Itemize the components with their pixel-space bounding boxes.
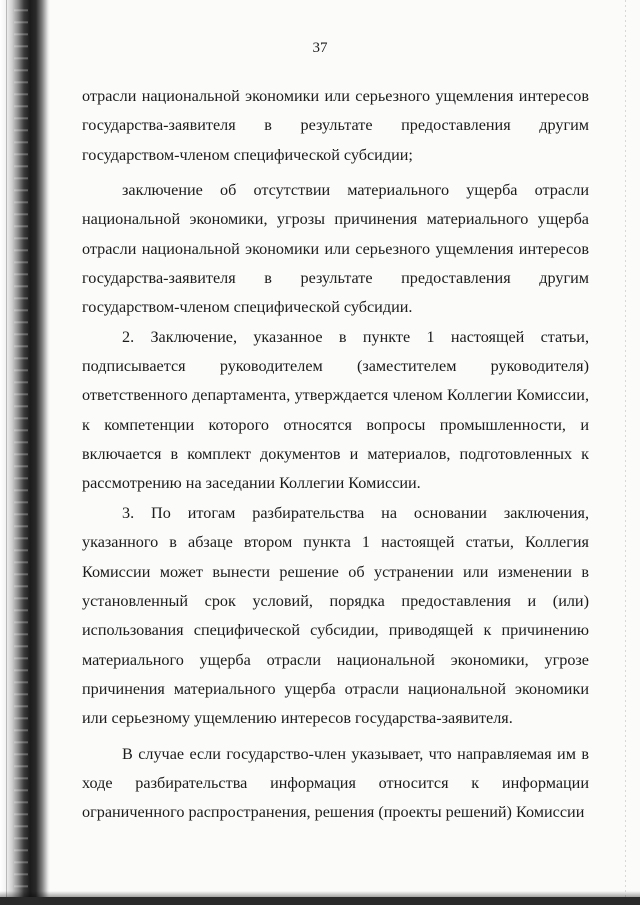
scan-binding-edge [0, 0, 50, 905]
paragraph-clause-3-confidential: В случае если государство-член указывает, что направляемая им в ходе разбирательства информация относится к информации ограниченного распространения, решения (проекты решений) Комиссии [82, 744, 589, 822]
paragraph-clause-3: 3. По итогам разбирательства на основании заключения, указанного в абзаце втором пункта 1 настоящей статьи, Коллегия Комиссии может вынести решение об устранении или изменении в установленный срок условий, порядка предоставления и (или) использования специфической субсидии, приводящей к причинению материального ущерба отрасли национальной экономики, угрозе причинения материального ущерба отрасли национальной экономики или серьезному ущемлению интересов государства-заявителя. [82, 503, 589, 728]
paragraph-conclusion-absence: заключение об отсутствии материального ущерба отрасли национальной экономики, угрозы причинения материального ущерба отрасли национальной экономики или серьезного ущемления интересов государства-заявителя в результате предоставления другим государством-членом специфической субсидии. [82, 181, 589, 317]
document-body [82, 82, 589, 828]
scan-bottom-edge [0, 897, 640, 905]
paragraph-continuation: отрасли национальной экономики или серьезного ущемления интересов государства-заявителя в результате предоставления другим государством-членом специфической субсидии; [82, 87, 589, 164]
paragraph-clause-2: 2. Заключение, указанное в пункте 1 настоящей статьи, подписывается руководителем (заместителем руководителя) ответственного департамента, утверждается членом Коллегии Комиссии, к компетенции которого относятся вопросы промышленности, и включается в комплект документов и материалов, подготовленных к рассмотрению на заседании Коллегии Комиссии. [82, 327, 589, 493]
scan-right-margin-mark [625, 0, 626, 905]
page-number: 37 [312, 40, 328, 56]
